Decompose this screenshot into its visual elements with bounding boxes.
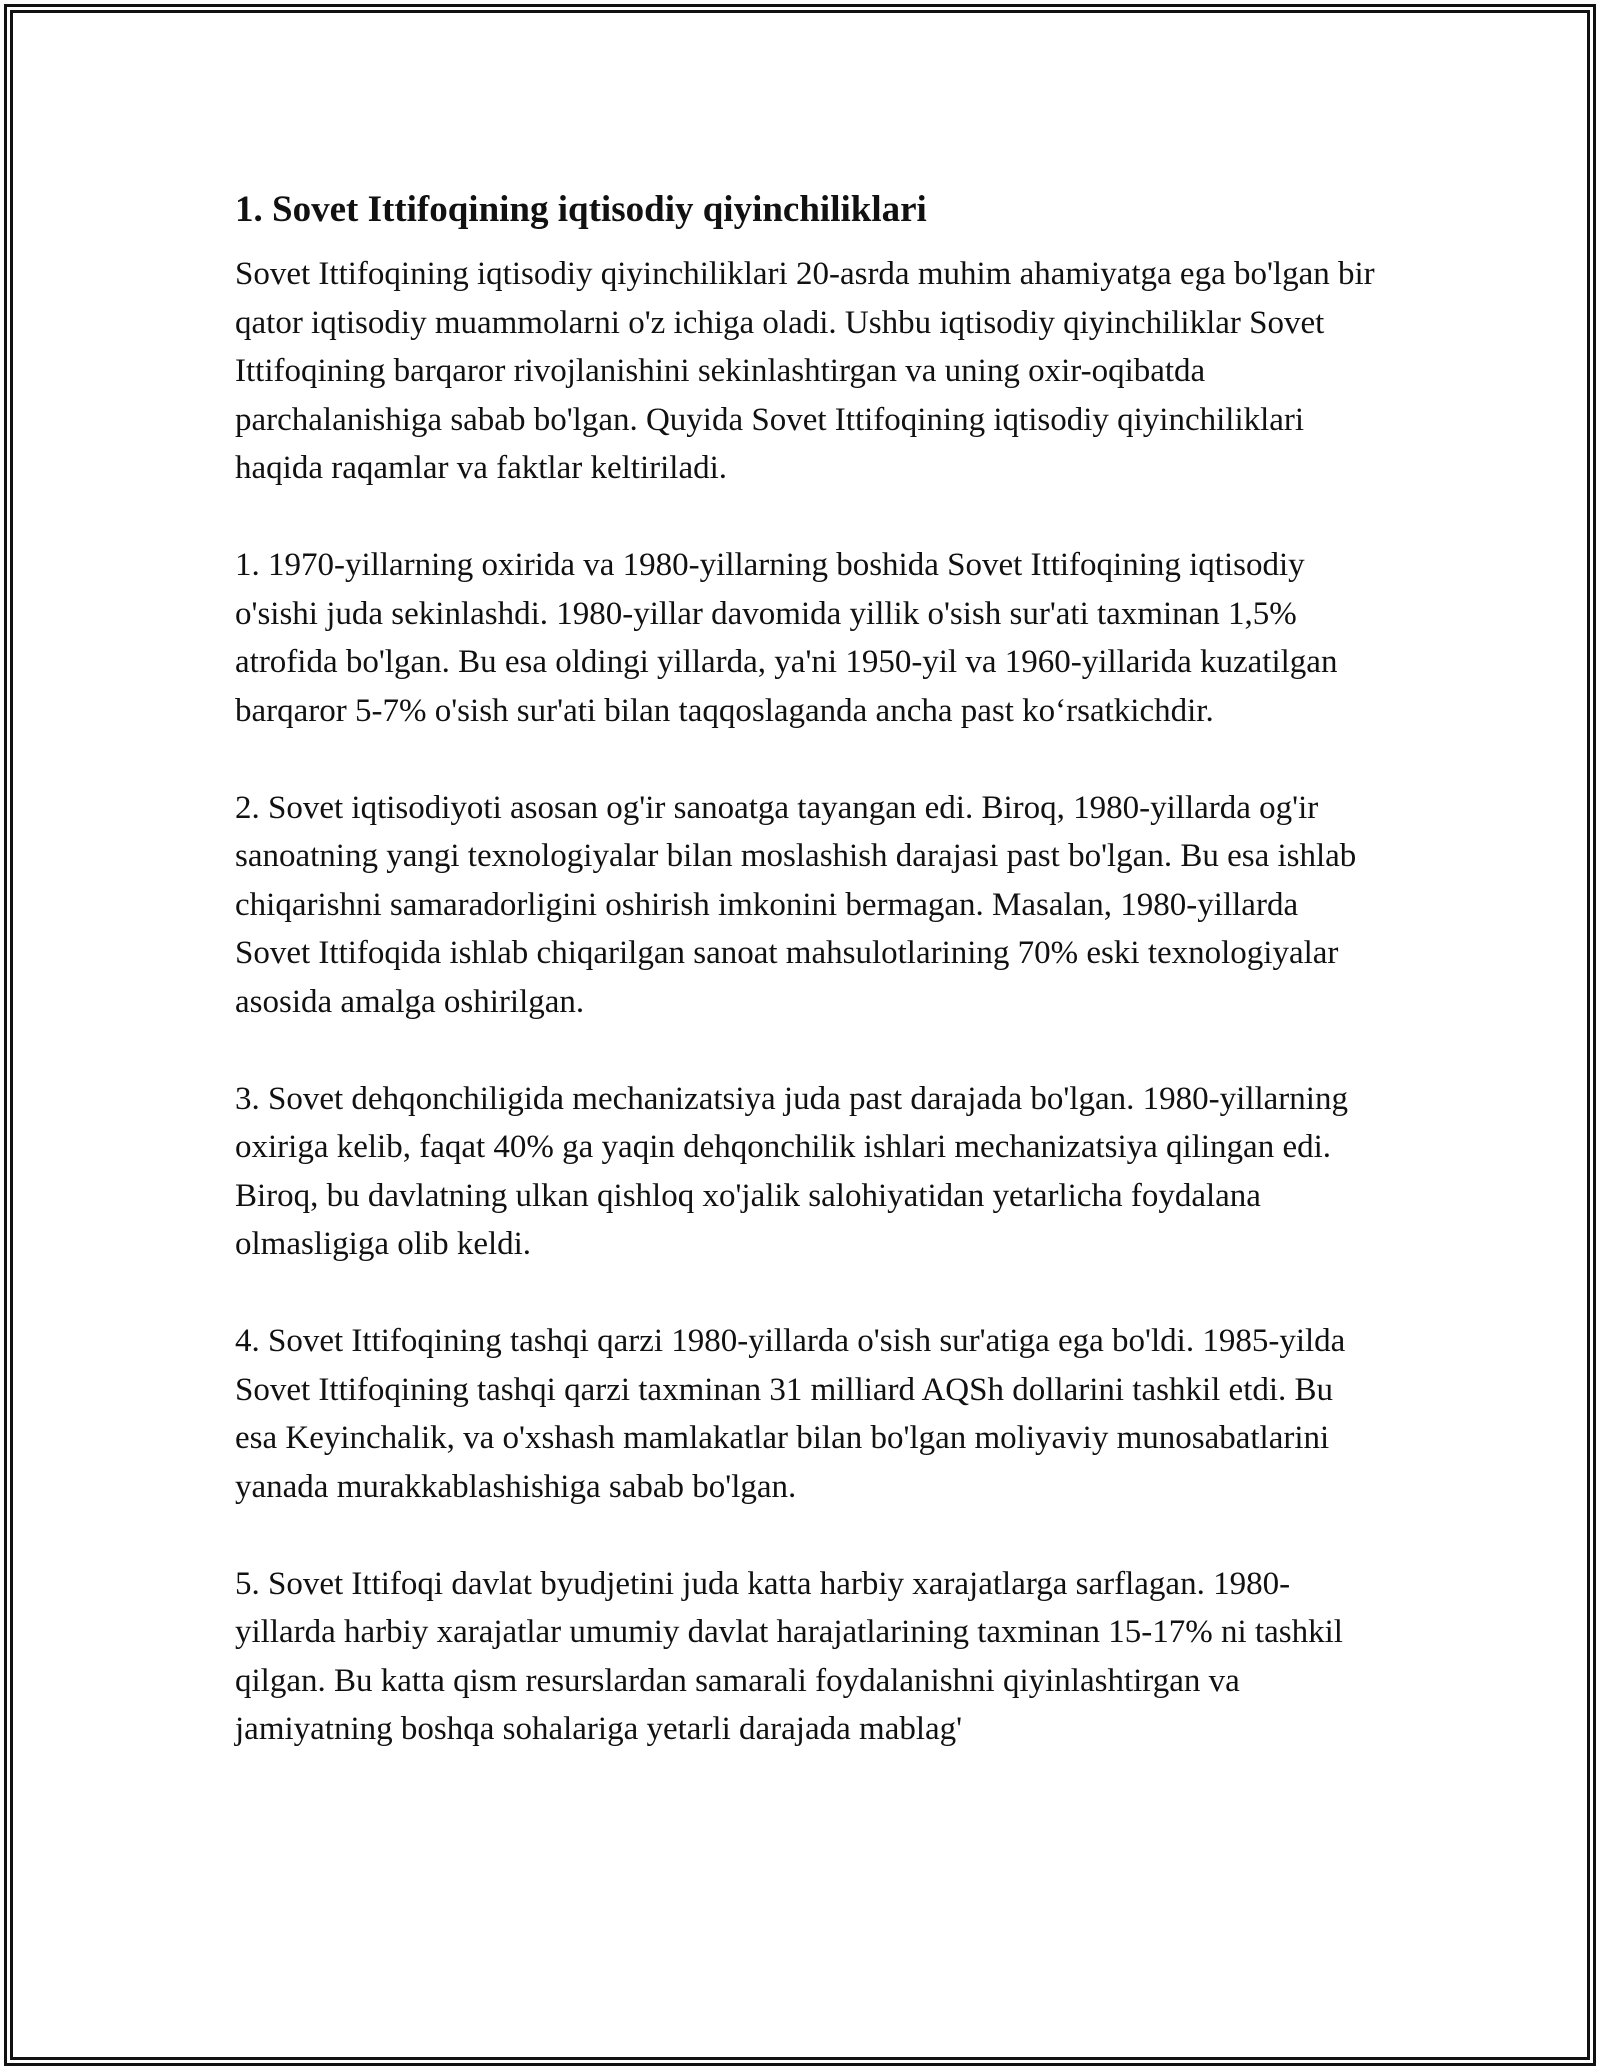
intro-paragraph: Sovet Ittifoqining iqtisodiy qiyinchiliklari 20-asrda muhim ahamiyatga ega bo'lgan bir qator iqtisodiy muammolarni o'z ichiga oladi. Ushbu iqtisodiy qiyinchiliklar Sovet Ittifoqining barqaror rivojlanishini sekinlashtirgan va uning oxir-oqibatda parchalanishiga sabab bo'lgan. Quyida Sovet Ittifoqining iqtisodiy qiyinchiliklari haqida raqamlar va faktlar keltiriladi. xyxy=(235,256,1375,486)
paragraph-point-2: 2. Sovet iqtisodiyoti asosan og'ir sanoatga tayangan edi. Biroq, 1980-yillarda og'ir sanoatning yangi texnologiyalar bilan moslashish darajasi past bo'lgan. Bu esa ishlab chiqarishni samaradorligini oshirish imkonini bermagan. Masalan, 1980-yillarda Sovet Ittifoqida ishlab chiqarilgan sanoat mahsulotlarining 70% eski texnologiyalar asosida amalga oshirilgan. xyxy=(235,789,1357,1020)
document-body xyxy=(235,186,1375,1802)
paragraph-point-1: 1. 1970-yillarning oxirida va 1980-yillarning boshida Sovet Ittifoqining iqtisodiy o'sishi juda sekinlashdi. 1980-yillar davomida yillik o'sish sur'ati taxminan 1,5% atrofida bo'lgan. Bu esa oldingi yillarda, ya'ni 1950-yil va 1960-yillarida kuzatilgan barqaror 5-7% o'sish sur'ati bilan taqqoslaganda ancha past ko‘rsatkichdir. xyxy=(235,547,1338,729)
paragraph-point-5: 5. Sovet Ittifoqi davlat byudjetini juda katta harbiy xarajatlarga sarflagan. 1980-yillarda harbiy xarajatlar umumiy davlat harajatlarining taxminan 15-17% ni tashkil qilgan. Bu katta qism resurslardan samarali foydalanishni qiyinlashtirgan va jamiyatning boshqa sohalariga yetarli darajada mablag' xyxy=(235,1565,1343,1747)
paragraph-point-4: 4. Sovet Ittifoqining tashqi qarzi 1980-yillarda o'sish sur'atiga ega bo'ldi. 1985-yilda Sovet Ittifoqining tashqi qarzi taxminan 31 milliard AQSh dollarini tashkil etdi. Bu esa Keyinchalik, va o'xshash mamlakatlar bilan bo'lgan moliyaviy munosabatlarini yanada murakkablashishiga sabab bo'lgan. xyxy=(235,1323,1346,1505)
paragraph-point-3: 3. Sovet dehqonchiligida mechanizatsiya juda past darajada bo'lgan. 1980-yillarning oxiriga kelib, faqat 40% ga yaqin dehqonchilik ishlari mechanizatsiya qilingan edi. Biroq, bu davlatning ulkan qishloq xo'jalik salohiyatidan yetarlicha foydalana olmasligiga olib keldi. xyxy=(235,1080,1348,1262)
document-title: 1. Sovet Ittifoqining iqtisodiy qiyinchiliklari xyxy=(235,189,927,230)
